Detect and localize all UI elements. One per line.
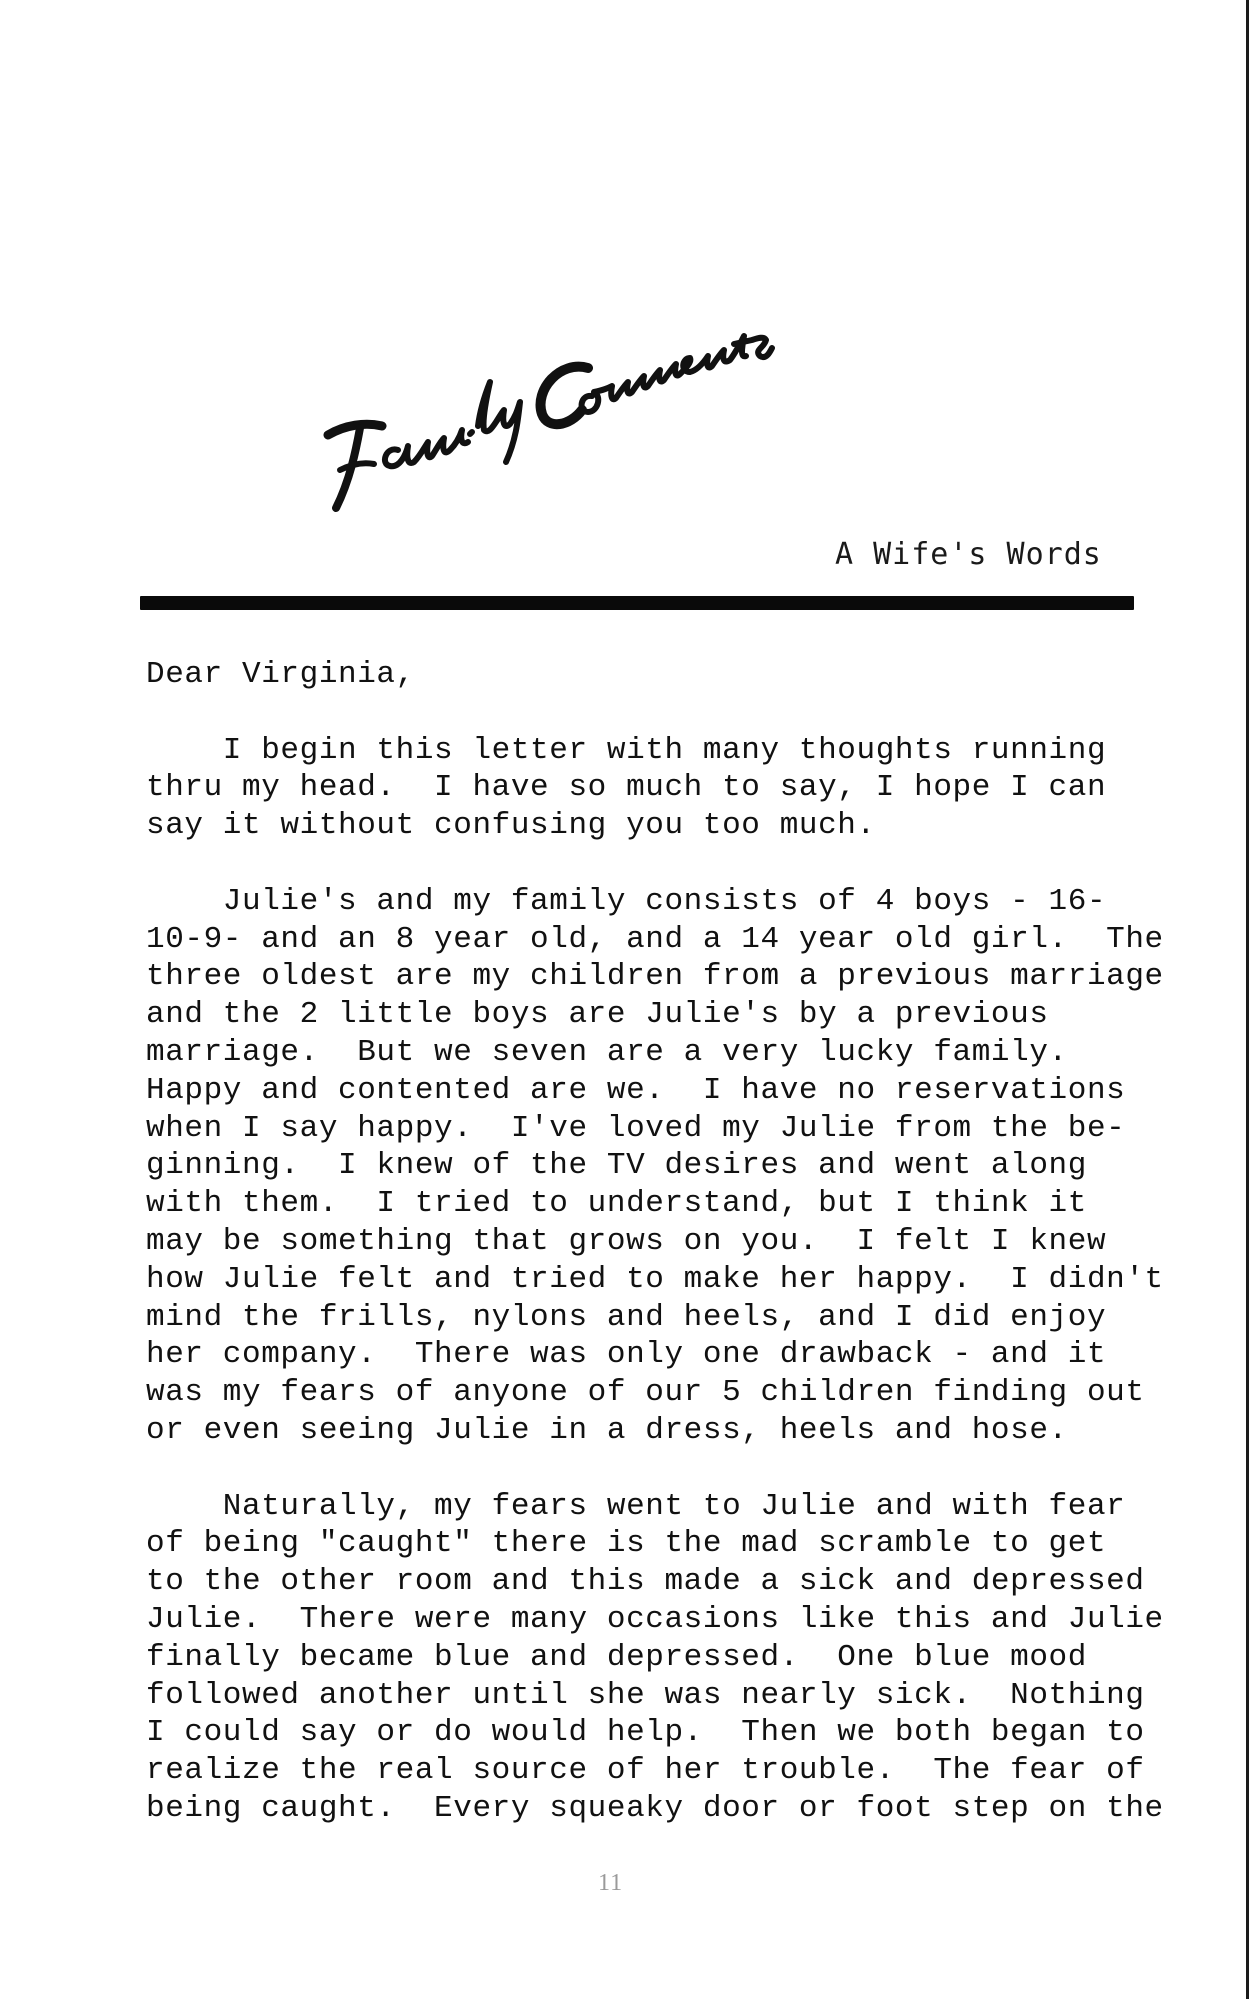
paragraph-3 (146, 1488, 1164, 1828)
text-line: Julie's and my family consists of 4 boys - 16- (146, 883, 1107, 919)
page-edge-line (1246, 0, 1249, 1999)
text-line: marriage. But we seven are a very lucky family. (146, 1034, 1068, 1070)
subtitle: A Wife's Words (835, 537, 1102, 572)
text-line: her company. There was only one drawback - and it (146, 1337, 1107, 1373)
paragraph-2 (146, 883, 1164, 1450)
text-line: mind the frills, nylons and heels, and I did enjoy (146, 1299, 1107, 1335)
text-line: or even seeing Julie in a dress, heels and hose. (146, 1412, 1068, 1448)
text-line: with them. I tried to understand, but I think it (146, 1186, 1087, 1222)
text-line: may be something that grows on you. I felt I knew (146, 1223, 1107, 1259)
text-line: of being "caught" there is the mad scramble to get (146, 1526, 1107, 1562)
text-line: I could say or do would help. Then we both began to (146, 1715, 1145, 1751)
page-number: 11 (598, 1870, 624, 1896)
text-line: followed another until she was nearly sick. Nothing (146, 1677, 1145, 1713)
salutation: Dear Virginia, (146, 657, 415, 692)
text-line: realize the real source of her trouble. The fear of (146, 1753, 1145, 1789)
text-line: Julie. There were many occasions like this and Julie (146, 1601, 1164, 1637)
text-line: say it without confusing you too much. (146, 808, 876, 844)
text-line: thru my head. I have so much to say, I hope I can (146, 770, 1107, 806)
paragraph-1 (146, 732, 1156, 845)
text-line: finally became blue and depressed. One blue mood (146, 1639, 1087, 1675)
header-divider (140, 596, 1134, 610)
text-line: ginning. I knew of the TV desires and went along (146, 1148, 1087, 1184)
text-line: and the 2 little boys are Julie's by a previous (146, 997, 1049, 1033)
text-line: when I say happy. I've loved my Julie from the be- (146, 1110, 1126, 1146)
text-line: Naturally, my fears went to Julie and with fear (146, 1488, 1126, 1524)
text-line: I begin this letter with many thoughts running (146, 732, 1107, 768)
text-line: three oldest are my children from a previous marriage (146, 959, 1164, 995)
text-line: how Julie felt and tried to make her happy. I didn't (146, 1261, 1164, 1297)
text-line: 10-9- and an 8 year old, and a 14 year old girl. The (146, 921, 1164, 957)
text-line: was my fears of anyone of our 5 children finding out (146, 1375, 1145, 1411)
family-comments-script-title (320, 330, 880, 530)
text-line: to the other room and this made a sick and depressed (146, 1564, 1145, 1600)
text-line: being caught. Every squeaky door or foot step on the (146, 1790, 1164, 1826)
text-line: Happy and contented are we. I have no reservations (146, 1072, 1126, 1108)
letter-body (146, 656, 1164, 1866)
